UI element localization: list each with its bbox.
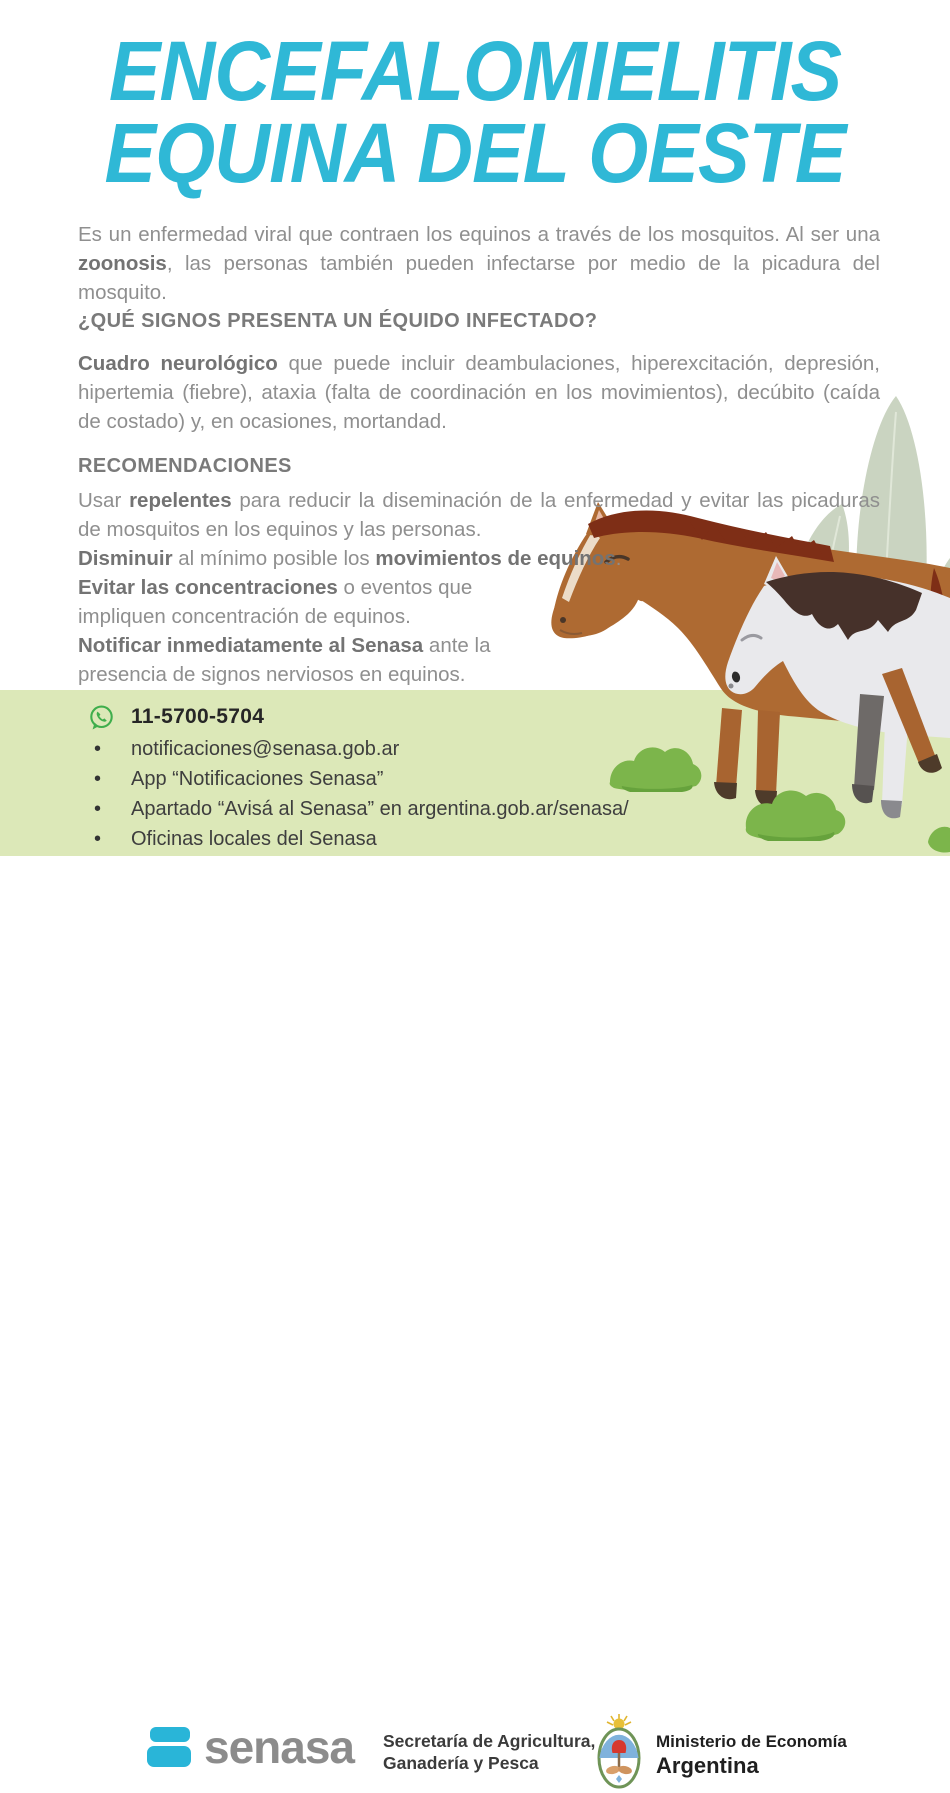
signs-paragraph: Cuadro neurológico que puede incluir deambulaciones, hiperexcitación, depresión, hipertemia (fiebre), ataxia (falta de coordinación en los movimientos), decúbito (caída de costado) y, en ocasiones, mortandad.: [78, 352, 881, 433]
recommendation-item: Notificar inmediatamente al Senasa ante la presencia de signos nerviosos en equinos.: [78, 634, 491, 686]
recommendation-item: Evitar las concentraciones o eventos que impliquen concentración de equinos.: [78, 576, 473, 628]
footer: [0, 856, 950, 1778]
whatsapp-number: 11-5700-5704: [131, 705, 265, 728]
title-line-1: ENCEFALOMIELITIS: [108, 24, 842, 118]
recommendations-list: [78, 486, 880, 689]
ministry-label: [656, 1731, 847, 1779]
whatsapp-icon: [88, 704, 115, 731]
bullet-icon: •: [94, 827, 102, 850]
bullet-icon: •: [94, 737, 102, 760]
argentina-coat-of-arms-icon: [592, 1713, 646, 1793]
ministry-line-1: Ministerio de Economía: [656, 1732, 847, 1751]
contact-email: notificaciones@senasa.gob.ar: [131, 737, 400, 760]
signs-heading: ¿QUÉ SIGNOS PRESENTA UN ÉQUIDO INFECTADO?: [78, 310, 598, 332]
secretaria-label: [383, 1730, 595, 1774]
senasa-logo: [146, 1721, 355, 1773]
senasa-logo-icon: [146, 1724, 192, 1770]
ministry-line-2: Argentina: [656, 1753, 759, 1778]
poster-title: [0, 24, 950, 200]
recommendations-heading: RECOMENDACIONES: [78, 455, 292, 477]
recommendation-item: Disminuir al mínimo posible los movimientos de equinos.: [78, 547, 622, 570]
bullet-icon: •: [94, 767, 102, 790]
bullet-icon: •: [94, 797, 102, 820]
secretaria-line-1: Secretaría de Agricultura,: [383, 1731, 596, 1751]
contact-app: App “Notificaciones Senasa”: [131, 767, 384, 790]
contact-web: Apartado “Avisá al Senasa” en argentina.gob.ar/senasa/: [131, 797, 629, 820]
secretaria-line-2: Ganadería y Pesca: [383, 1753, 539, 1773]
intro-paragraph: Es un enfermedad viral que contraen los equinos a través de los mosquitos. Al ser una zoonosis, las personas también pueden infectarse por medio de la picadura del mosquito.: [78, 223, 880, 304]
recommendation-item: Usar repelentes para reducir la diseminación de la enfermedad y evitar las picaduras de mosquitos en los equinos y las personas.: [78, 489, 880, 541]
contact-offices: Oficinas locales del Senasa: [131, 827, 377, 850]
senasa-wordmark: senasa: [204, 1721, 355, 1773]
title-line-2: EQUINA DEL OESTE: [104, 106, 846, 200]
